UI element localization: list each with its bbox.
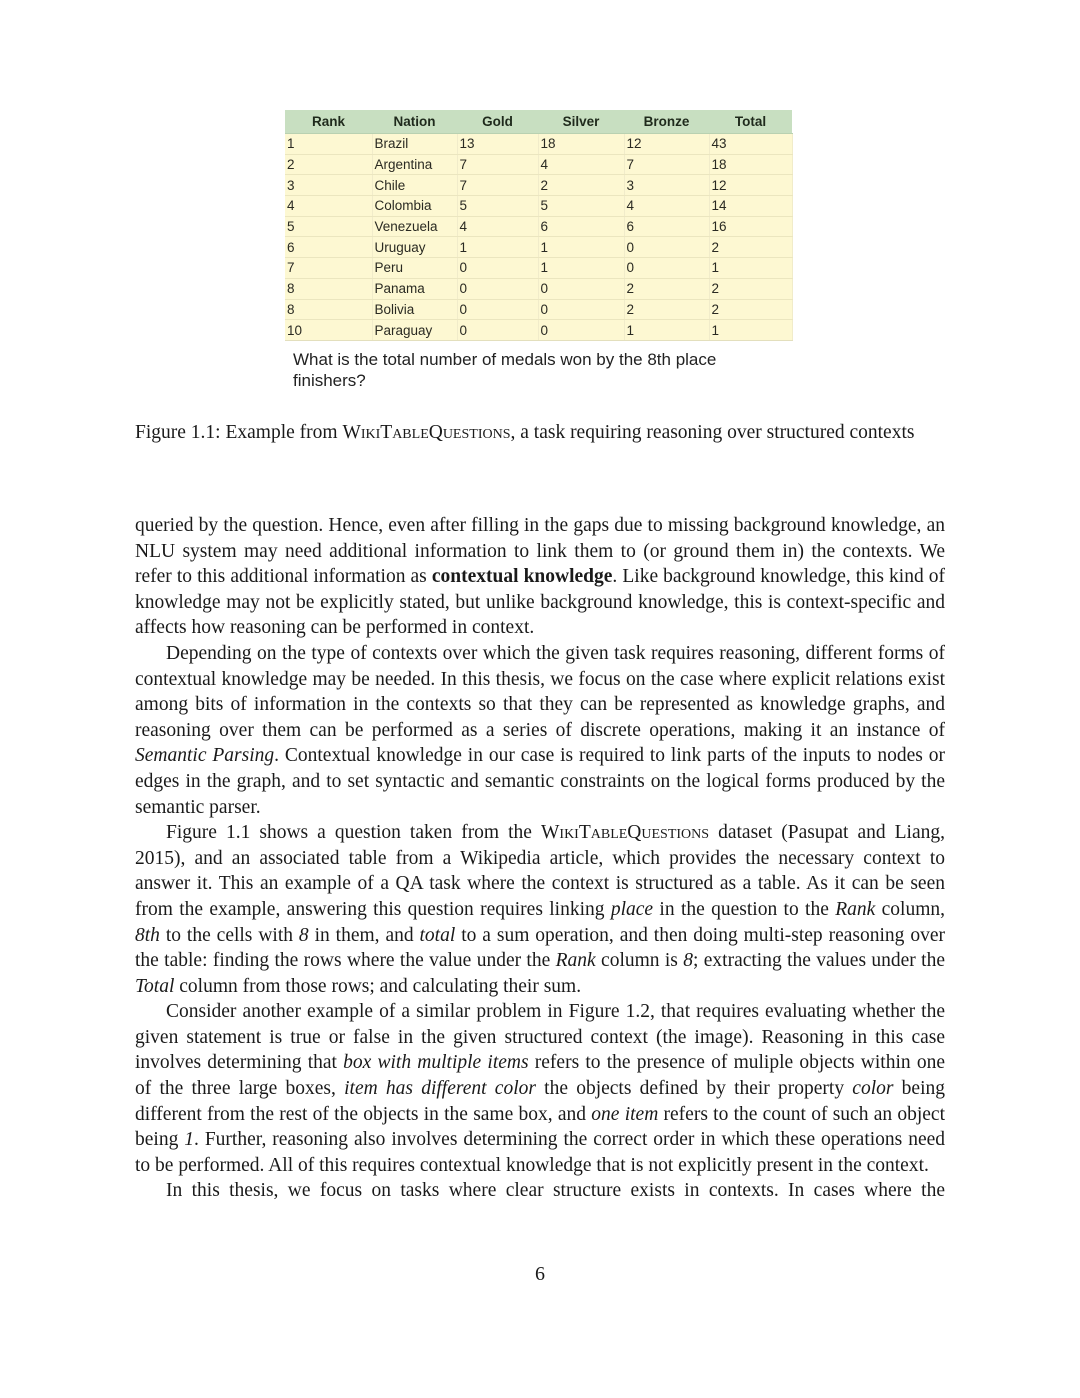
cell-gold: 1 <box>457 237 538 258</box>
paragraph-1 <box>135 513 945 641</box>
paragraph-3 <box>135 820 945 999</box>
italic-term: item has different color <box>344 1078 536 1100</box>
text-run: Depending on the type of contexts over which the given task requires reasoning, different forms of contextual knowledge may be needed. In this thesis, we focus on the case where explicit relations exist among bits of information in the contexts so that they can be represented as knowledge graphs, and reasoning over them can be performed as a series of discrete operations, making it an instance of <box>135 642 945 741</box>
column-header-silver: Silver <box>538 110 624 134</box>
cell-gold: 0 <box>457 278 538 299</box>
cell-nation: Brazil <box>372 134 457 155</box>
cell-rank: 10 <box>285 320 372 341</box>
cell-gold: 0 <box>457 320 538 341</box>
figure-question: What is the total number of medals won by the 8th place finishers? <box>293 349 717 390</box>
cell-silver: 1 <box>538 237 624 258</box>
text-run: Consider another example of a similar problem in Figure 1.2, that requires evaluating whether the given statement is true or false in the given structured context (the image). Reasoning in this case involves determining that <box>135 1001 945 1074</box>
column-header-bronze: Bronze <box>624 110 709 134</box>
cell-gold: 7 <box>457 154 538 175</box>
bold-term: contextual knowledge <box>431 566 613 588</box>
cell-gold: 7 <box>457 175 538 196</box>
column-header-gold: Gold <box>457 110 538 134</box>
column-header-total: Total <box>709 110 792 134</box>
table-row <box>285 258 792 279</box>
table-header-row <box>285 110 792 134</box>
cell-total: 14 <box>709 196 792 217</box>
cell-rank: 8 <box>285 278 372 299</box>
text-run: column, <box>875 898 946 920</box>
text-run: refers to the count of such an object being <box>135 1103 946 1151</box>
table-row <box>285 320 792 341</box>
cell-silver: 2 <box>538 175 624 196</box>
cell-silver: 5 <box>538 196 624 217</box>
cell-bronze: 1 <box>624 320 709 341</box>
cell-total: 1 <box>709 320 792 341</box>
text-run: in the question to the <box>653 898 836 920</box>
text-run: ; extracting the values under the <box>692 950 945 972</box>
cell-nation: Argentina <box>372 154 457 175</box>
text-run: . Contextual knowledge in our case is required to link parts of the inputs to nodes or edges in the graph, and to set syntactic and semantic constraints on the logical forms produced by the semantic parser. <box>135 745 946 818</box>
text-run: refers to the presence of muliple objects within one of the three large boxes, <box>135 1052 945 1100</box>
cell-silver: 6 <box>538 216 624 237</box>
cell-silver: 0 <box>538 278 624 299</box>
cell-nation: Venezuela <box>372 216 457 237</box>
cell-bronze: 2 <box>624 299 709 320</box>
table-body <box>285 134 792 341</box>
text-run: in them, and <box>308 924 420 946</box>
text-run: to the cells with <box>159 924 299 946</box>
text-run: In this thesis, we focus on tasks where clear structure exists in contexts. In cases where the <box>166 1180 945 1202</box>
cell-rank: 3 <box>285 175 372 196</box>
cell-silver: 0 <box>538 299 624 320</box>
cell-bronze: 2 <box>624 278 709 299</box>
medal-table <box>285 110 793 341</box>
text-run: dataset (Pasupat and Liang, 2015), and an associated table from a Wikipedia article, which provides the necessary context to answer it. This an example of a QA task where the context is structured as a table. As it can be seen from the example, answering this question requires linking <box>135 822 945 920</box>
cell-nation: Paraguay <box>372 320 457 341</box>
paragraph-2 <box>135 641 945 820</box>
cell-total: 2 <box>709 278 792 299</box>
italic-term: place <box>610 898 654 920</box>
cell-rank: 4 <box>285 196 372 217</box>
caption-label: Figure 1.1: <box>135 422 221 443</box>
cell-silver: 4 <box>538 154 624 175</box>
table-row <box>285 175 792 196</box>
italic-term: total <box>419 924 456 946</box>
table-row <box>285 278 792 299</box>
cell-gold: 0 <box>457 299 538 320</box>
cell-bronze: 12 <box>624 134 709 155</box>
cell-gold: 4 <box>457 216 538 237</box>
cell-bronze: 4 <box>624 196 709 217</box>
cell-gold: 13 <box>457 134 538 155</box>
caption-text: Example from <box>220 422 343 443</box>
cell-silver: 1 <box>538 258 624 279</box>
text-run: column from those rows; and calculating their sum. <box>174 975 582 997</box>
cell-nation: Bolivia <box>372 299 457 320</box>
text-run: . Like background knowledge, this kind of knowledge may not be explicitly stated, but unlike background knowledge, this is context-specific and affects how reasoning can be performed in context. <box>135 566 946 639</box>
cell-total: 16 <box>709 216 792 237</box>
text-run: Figure 1.1 shows a question taken from the <box>166 822 541 844</box>
italic-term: 8 <box>298 924 309 946</box>
italic-term: color <box>852 1078 894 1100</box>
cell-total: 1 <box>709 258 792 279</box>
cell-rank: 5 <box>285 216 372 237</box>
italic-term: Semantic Parsing <box>135 745 275 767</box>
cell-bronze: 0 <box>624 237 709 258</box>
body-text <box>135 513 945 1204</box>
cell-rank: 7 <box>285 258 372 279</box>
cell-total: 18 <box>709 154 792 175</box>
column-header-nation: Nation <box>372 110 457 134</box>
cell-rank: 6 <box>285 237 372 258</box>
table-row <box>285 134 792 155</box>
cell-total: 2 <box>709 237 792 258</box>
table-row <box>285 299 792 320</box>
cell-rank: 1 <box>285 134 372 155</box>
caption-text-end: , a task requiring reasoning over structured contexts <box>510 422 915 443</box>
cell-bronze: 0 <box>624 258 709 279</box>
page-number: 6 <box>535 1263 545 1285</box>
figure-1-1 <box>285 110 793 391</box>
cell-total: 2 <box>709 299 792 320</box>
cell-nation: Peru <box>372 258 457 279</box>
cell-gold: 5 <box>457 196 538 217</box>
cell-nation: Uruguay <box>372 237 457 258</box>
cell-bronze: 7 <box>624 154 709 175</box>
figure-caption <box>135 420 945 446</box>
paragraph-4 <box>135 999 945 1178</box>
cell-silver: 18 <box>538 134 624 155</box>
italic-term: Rank <box>835 898 876 920</box>
cell-gold: 0 <box>457 258 538 279</box>
text-run: being different from the rest of the objects in the same box, and <box>135 1078 946 1125</box>
cell-nation: Chile <box>372 175 457 196</box>
cell-bronze: 6 <box>624 216 709 237</box>
text-run: the objects defined by their property <box>535 1078 853 1100</box>
cell-rank: 2 <box>285 154 372 175</box>
italic-term: Total <box>135 975 175 997</box>
table-row <box>285 154 792 175</box>
italic-term: 1 <box>184 1129 195 1151</box>
column-header-rank: Rank <box>285 110 372 134</box>
text-run: column is <box>595 950 684 972</box>
italic-term: one item <box>591 1103 659 1125</box>
cell-nation: Panama <box>372 278 457 299</box>
italic-term: 8 <box>683 950 693 972</box>
cell-rank: 8 <box>285 299 372 320</box>
paragraph-5 <box>135 1178 945 1204</box>
table-row <box>285 216 792 237</box>
cell-silver: 0 <box>538 320 624 341</box>
italic-term: 8th <box>135 924 160 946</box>
cell-bronze: 3 <box>624 175 709 196</box>
text-run: . Further, reasoning also involves determining the correct order in which these operations need to be performed. All of this requires contextual knowledge that is not explicitly present in the context. <box>135 1129 945 1176</box>
text-run: queried by the question. Hence, even after filling in the gaps due to missing background knowledge, an NLU system may need additional information to link them to (or ground them in) the contexts. We refer to this additional information as <box>135 515 945 588</box>
text-run: to a sum operation, and then doing multi-step reasoning over the table: finding the rows where the value under the <box>135 924 945 972</box>
cell-total: 43 <box>709 134 792 155</box>
italic-term: box with multiple items <box>343 1052 529 1074</box>
table-row <box>285 237 792 258</box>
dataset-name: WikiTableQuestions <box>541 822 710 844</box>
cell-nation: Colombia <box>372 196 457 217</box>
table-row <box>285 196 792 217</box>
caption-dataset-name: WikiTableQuestions <box>342 422 511 443</box>
italic-term: Rank <box>555 950 596 972</box>
cell-total: 12 <box>709 175 792 196</box>
